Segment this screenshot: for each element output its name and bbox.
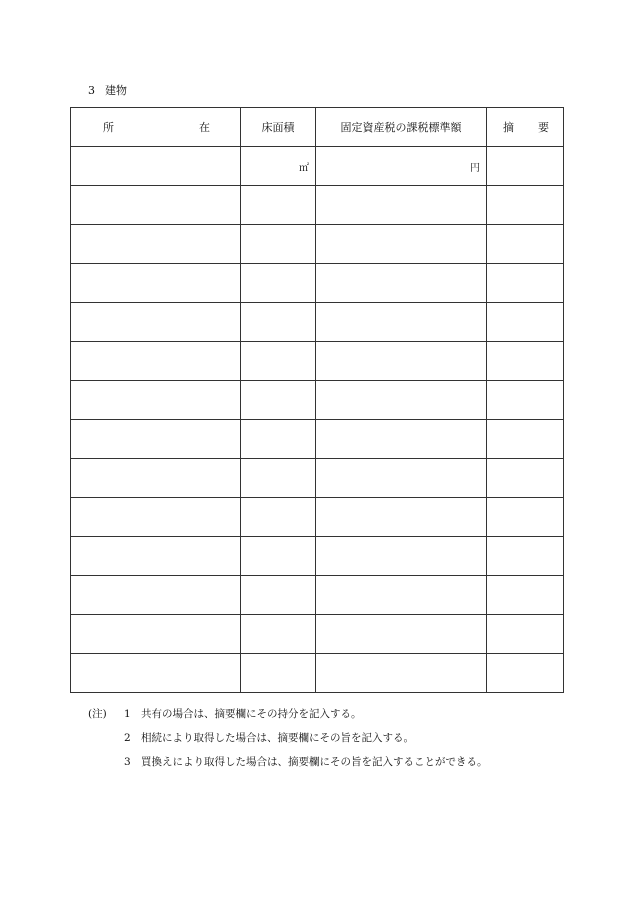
cell-memo[interactable] bbox=[487, 342, 564, 381]
cell-floor-area[interactable] bbox=[241, 147, 316, 186]
cell-tax-base[interactable] bbox=[316, 147, 487, 186]
cell-memo[interactable] bbox=[487, 147, 564, 186]
table-row bbox=[71, 303, 564, 342]
building-table bbox=[70, 107, 564, 693]
section-number: 3 bbox=[88, 84, 95, 97]
cell-floor-area[interactable] bbox=[241, 537, 316, 576]
section-heading bbox=[88, 83, 127, 99]
note-number: 3 bbox=[124, 756, 131, 768]
cell-tax-base[interactable] bbox=[316, 225, 487, 264]
header-memo-char-1: 摘 bbox=[503, 121, 514, 134]
table-row bbox=[71, 225, 564, 264]
note-number: 2 bbox=[124, 732, 131, 744]
note-text: 相続により取得した場合は、摘要欄にその旨を記入する。 bbox=[141, 732, 414, 744]
cell-memo[interactable] bbox=[487, 654, 564, 693]
cell-tax-base[interactable] bbox=[316, 576, 487, 615]
cell-floor-area[interactable] bbox=[241, 225, 316, 264]
cell-memo[interactable] bbox=[487, 576, 564, 615]
cell-tax-base[interactable] bbox=[316, 303, 487, 342]
note-item-2 bbox=[88, 726, 488, 750]
cell-location[interactable] bbox=[71, 264, 241, 303]
cell-location[interactable] bbox=[71, 537, 241, 576]
table-row bbox=[71, 264, 564, 303]
cell-location[interactable] bbox=[71, 654, 241, 693]
table-row bbox=[71, 342, 564, 381]
cell-location[interactable] bbox=[71, 615, 241, 654]
table-row bbox=[71, 420, 564, 459]
header-tax-base: 固定資産税の課税標準額 bbox=[316, 108, 487, 147]
cell-floor-area[interactable] bbox=[241, 576, 316, 615]
unit-square-meter: ㎡ bbox=[299, 162, 309, 174]
cell-floor-area[interactable] bbox=[241, 264, 316, 303]
cell-floor-area[interactable] bbox=[241, 420, 316, 459]
header-memo-char-2: 要 bbox=[538, 121, 549, 134]
notes-section bbox=[88, 702, 488, 774]
cell-tax-base[interactable] bbox=[316, 498, 487, 537]
cell-tax-base[interactable] bbox=[316, 537, 487, 576]
cell-memo[interactable] bbox=[487, 264, 564, 303]
cell-tax-base[interactable] bbox=[316, 381, 487, 420]
cell-location[interactable] bbox=[71, 342, 241, 381]
cell-floor-area[interactable] bbox=[241, 381, 316, 420]
header-location-char-2: 在 bbox=[199, 121, 210, 134]
cell-tax-base[interactable] bbox=[316, 615, 487, 654]
header-location-char-1: 所 bbox=[103, 121, 114, 134]
note-number: 1 bbox=[124, 708, 131, 720]
note-text: 買換えにより取得した場合は、摘要欄にその旨を記入することができる。 bbox=[141, 756, 488, 768]
cell-location[interactable] bbox=[71, 459, 241, 498]
cell-floor-area[interactable] bbox=[241, 303, 316, 342]
cell-memo[interactable] bbox=[487, 186, 564, 225]
header-floor-area: 床面積 bbox=[241, 108, 316, 147]
note-item-1 bbox=[88, 702, 488, 726]
cell-tax-base[interactable] bbox=[316, 459, 487, 498]
cell-memo[interactable] bbox=[487, 420, 564, 459]
cell-memo[interactable] bbox=[487, 537, 564, 576]
header-row bbox=[71, 108, 564, 147]
cell-memo[interactable] bbox=[487, 225, 564, 264]
cell-memo[interactable] bbox=[487, 381, 564, 420]
table-row bbox=[71, 186, 564, 225]
cell-floor-area[interactable] bbox=[241, 459, 316, 498]
cell-memo[interactable] bbox=[487, 498, 564, 537]
cell-floor-area[interactable] bbox=[241, 186, 316, 225]
cell-floor-area[interactable] bbox=[241, 654, 316, 693]
header-location bbox=[71, 108, 241, 147]
table-row bbox=[71, 381, 564, 420]
unit-yen: 円 bbox=[470, 162, 480, 174]
cell-tax-base[interactable] bbox=[316, 420, 487, 459]
cell-floor-area[interactable] bbox=[241, 615, 316, 654]
cell-memo[interactable] bbox=[487, 459, 564, 498]
cell-location[interactable] bbox=[71, 420, 241, 459]
cell-tax-base[interactable] bbox=[316, 186, 487, 225]
table-row bbox=[71, 537, 564, 576]
table-row bbox=[71, 615, 564, 654]
cell-location[interactable] bbox=[71, 186, 241, 225]
header-memo bbox=[487, 108, 564, 147]
cell-location[interactable] bbox=[71, 576, 241, 615]
cell-location[interactable] bbox=[71, 498, 241, 537]
cell-tax-base[interactable] bbox=[316, 342, 487, 381]
cell-tax-base[interactable] bbox=[316, 654, 487, 693]
note-item-3 bbox=[88, 750, 488, 774]
cell-location[interactable] bbox=[71, 147, 241, 186]
section-title: 建物 bbox=[105, 84, 127, 97]
cell-floor-area[interactable] bbox=[241, 498, 316, 537]
cell-location[interactable] bbox=[71, 225, 241, 264]
cell-memo[interactable] bbox=[487, 303, 564, 342]
cell-tax-base[interactable] bbox=[316, 264, 487, 303]
cell-location[interactable] bbox=[71, 303, 241, 342]
cell-memo[interactable] bbox=[487, 615, 564, 654]
table-row bbox=[71, 576, 564, 615]
cell-floor-area[interactable] bbox=[241, 342, 316, 381]
note-text: 共有の場合は、摘要欄にその持分を記入する。 bbox=[141, 708, 362, 720]
cell-location[interactable] bbox=[71, 381, 241, 420]
table-row bbox=[71, 498, 564, 537]
notes-label: (注) bbox=[88, 708, 107, 720]
table-row bbox=[71, 147, 564, 186]
table-row bbox=[71, 654, 564, 693]
table-row bbox=[71, 459, 564, 498]
